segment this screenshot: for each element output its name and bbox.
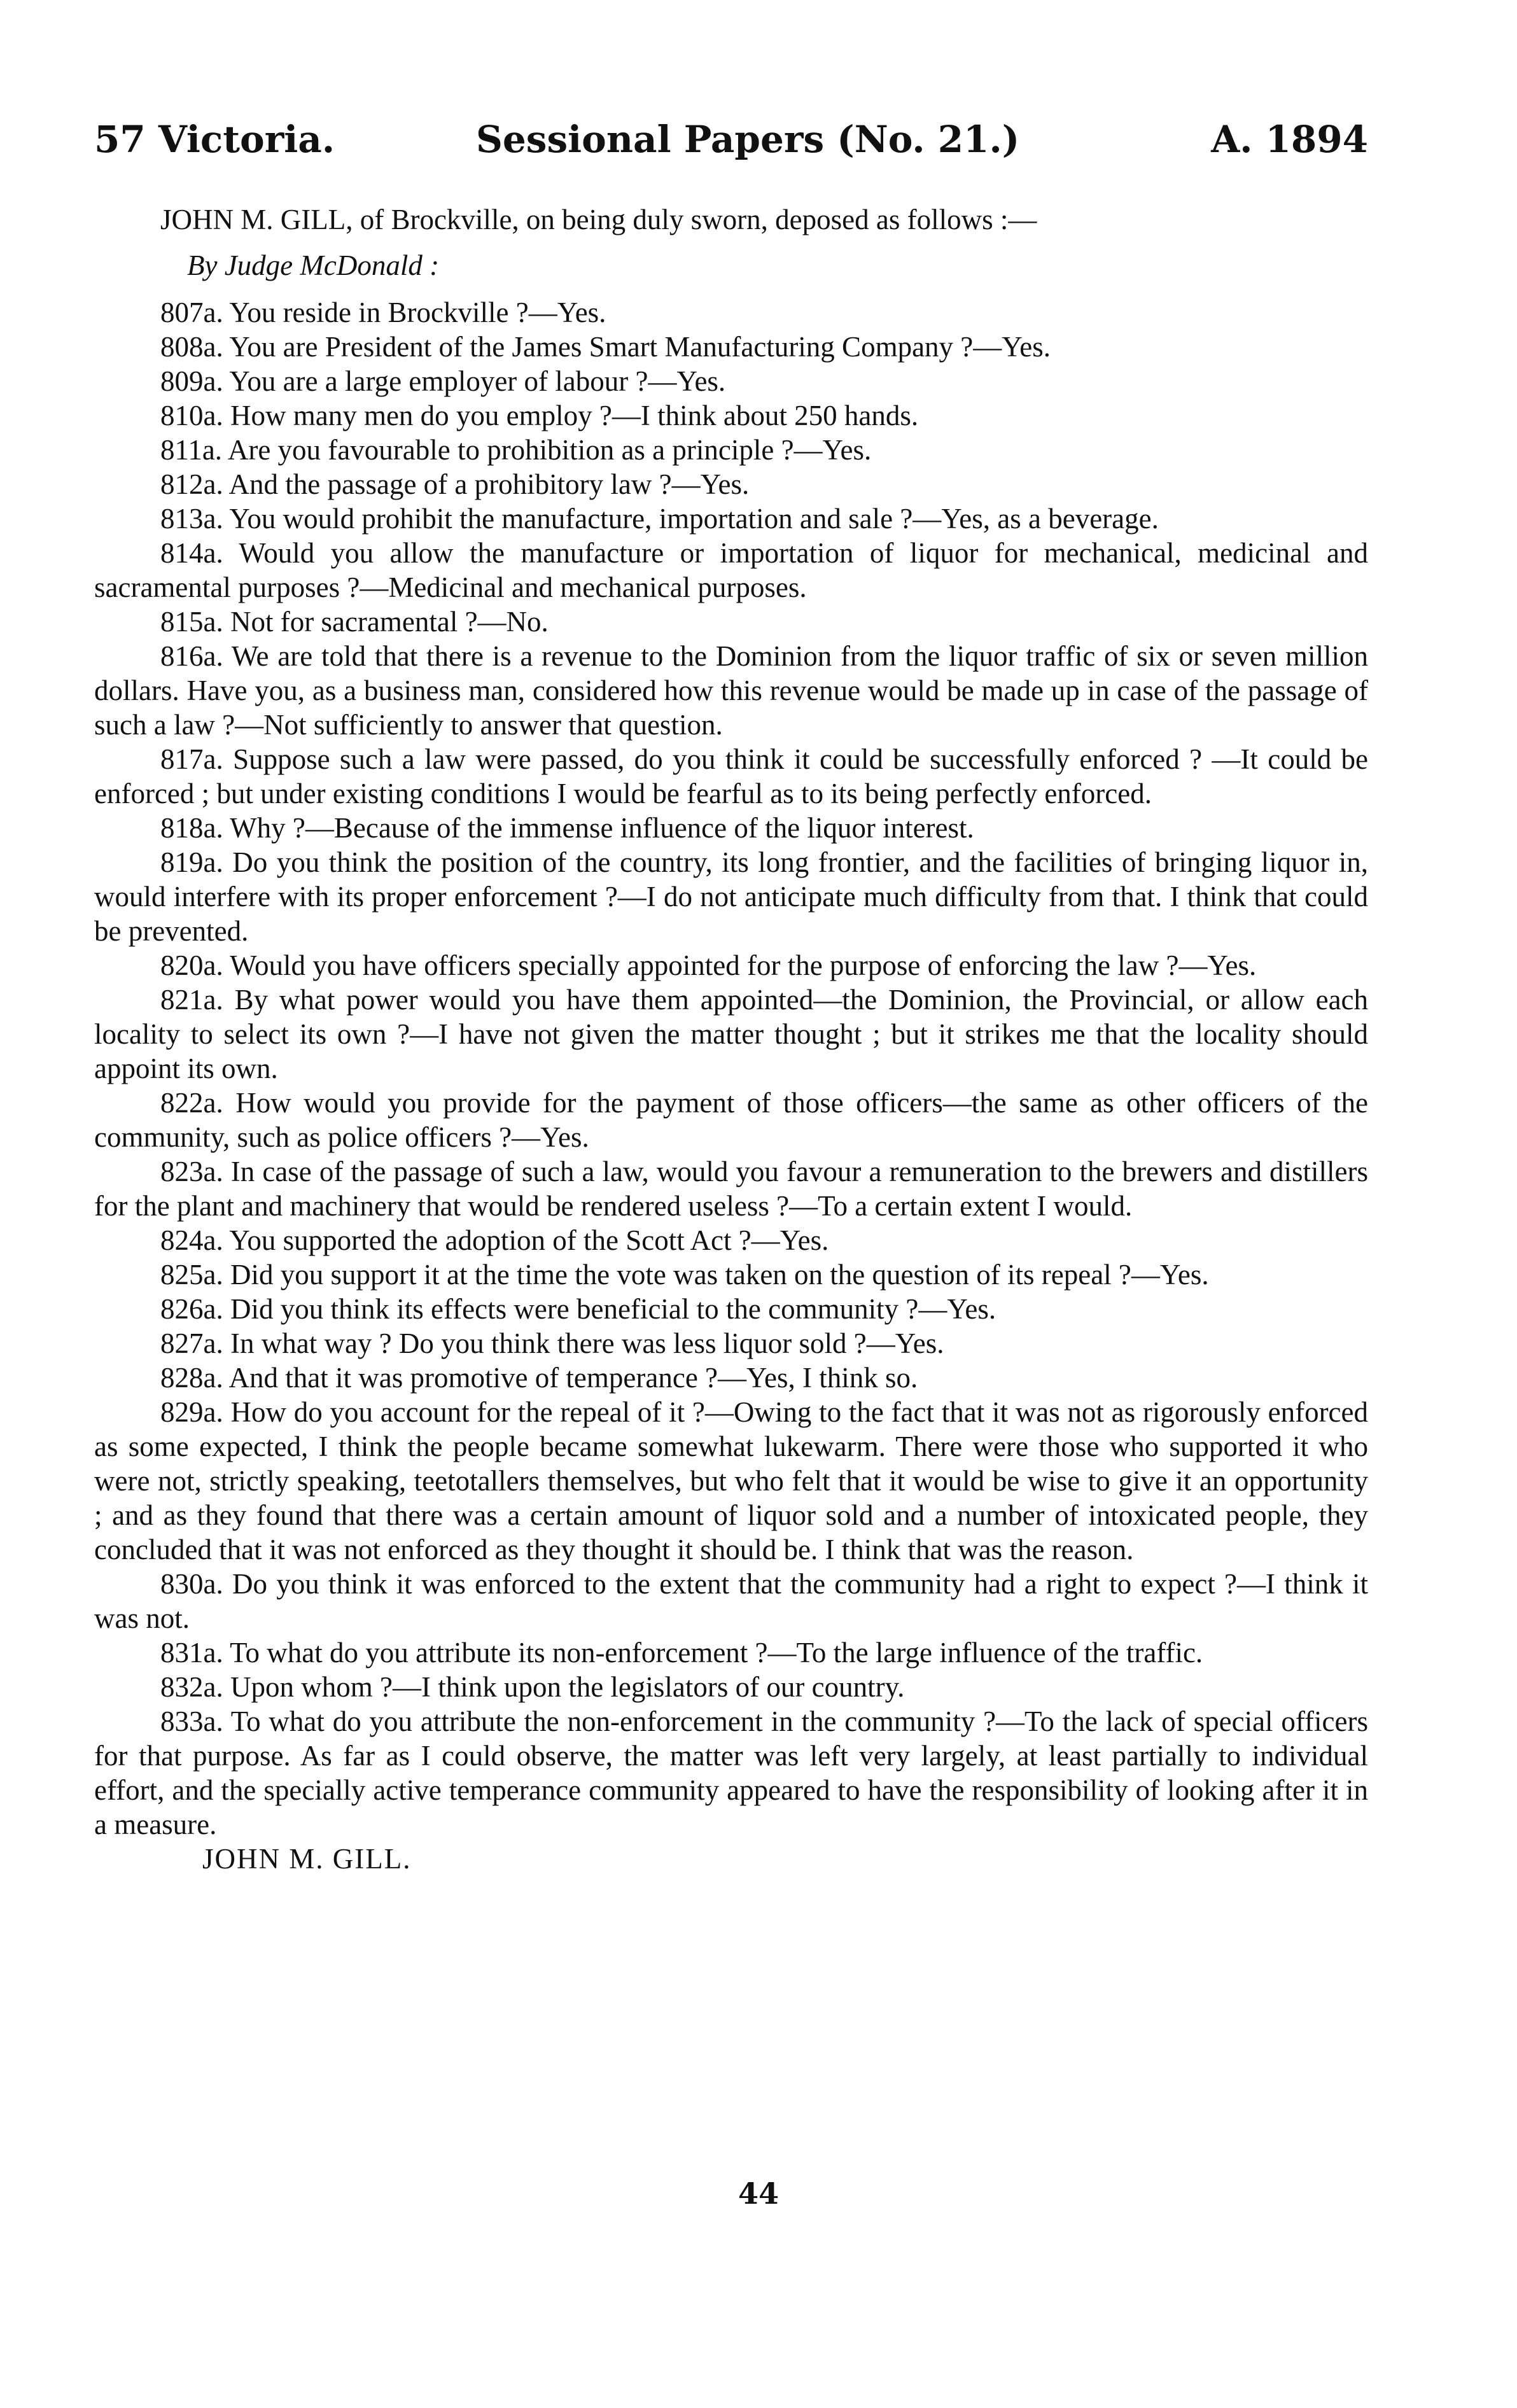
- question-paragraph: [94, 1257, 1368, 1292]
- question-text: We are told that there is a revenue to the Dominion from the liquor traffic of six or seven million dollars. Have you, as a business man, considered how this revenue would be made up in case of the passage of such a law ?—Not sufficiently to answer that question.: [94, 640, 1369, 741]
- header-year: A. 1894: [1211, 118, 1368, 161]
- question-paragraph: [94, 1704, 1368, 1842]
- question-paragraph: [94, 1361, 1368, 1395]
- question-paragraph: [94, 398, 1368, 433]
- question-number: 825a.: [160, 1259, 223, 1291]
- question-text: Did you think its effects were beneficial to the community ?—Yes.: [230, 1293, 996, 1325]
- page-header: [94, 118, 1368, 169]
- question-number: 829a.: [160, 1396, 223, 1428]
- question-text: How many men do you employ ?—I think about 250 hands.: [230, 400, 919, 431]
- question-text: Would you allow the manufacture or importation of liquor for mechanical, medicinal and sacramental purposes ?—Medicinal and mechanical purposes.: [94, 537, 1368, 603]
- question-number: 833a.: [160, 1705, 223, 1737]
- question-paragraph: [94, 1395, 1368, 1567]
- question-number: 811a.: [160, 434, 223, 466]
- question-paragraph: [94, 948, 1368, 983]
- question-paragraph: [94, 364, 1368, 398]
- question-text: How would you provide for the payment of those officers—the same as other officers of the community, such as police officers ?—Yes.: [94, 1087, 1368, 1153]
- question-number: 823a.: [160, 1156, 223, 1187]
- question-number: 813a.: [160, 503, 223, 535]
- page-number: 44: [738, 2176, 779, 2211]
- question-paragraph: [94, 983, 1368, 1086]
- question-text: In what way ? Do you think there was less liquor sold ?—Yes.: [230, 1327, 944, 1359]
- question-number: 827a.: [160, 1327, 223, 1359]
- question-number: 812a.: [160, 468, 223, 500]
- question-paragraph: [94, 742, 1368, 811]
- question-paragraph: [94, 536, 1368, 605]
- question-number: 828a.: [160, 1362, 223, 1394]
- question-text: Do you think it was enforced to the extent that the community had a right to expect ?—I think it was not.: [94, 1568, 1368, 1634]
- testimony-body: [94, 202, 1368, 1876]
- question-paragraph: [94, 605, 1368, 639]
- question-paragraph: [94, 1326, 1368, 1361]
- question-text: Do you think the position of the country, its long frontier, and the facilities of bringing liquor in, would interfere with its proper enforcement ?—I do not anticipate much difficulty from that. I think that could be prevented.: [94, 846, 1369, 947]
- question-number: 810a.: [160, 400, 223, 431]
- question-text: You reside in Brockville ?—Yes.: [229, 297, 606, 328]
- question-text: Suppose such a law were passed, do you think it could be successfully enforced ? —It could be enforced ; but under existing conditions I would be fearful as to its being perfectly enforced.: [94, 743, 1368, 809]
- question-number: 814a.: [160, 537, 223, 569]
- examiner-line: By Judge McDonald :: [187, 249, 440, 281]
- question-paragraph: [94, 295, 1368, 330]
- question-text: And that it was promotive of temperance ?—Yes, I think so.: [228, 1362, 918, 1394]
- question-number: 831a.: [160, 1637, 223, 1669]
- question-number: 830a.: [160, 1568, 223, 1600]
- question-text: You supported the adoption of the Scott Act ?—Yes.: [229, 1224, 829, 1256]
- question-paragraph: [94, 1635, 1368, 1670]
- question-text: How do you account for the repeal of it ?—Owing to the fact that it was not as rigorously enforced as some expected, I think the people became somewhat lukewarm. There were those who supported it who were not, strictly speaking, teetotallers themselves, but who felt that it would be wise to give it an opportunity ; and as they found that there was a certain amount of liquor sold and a number of intoxicated people, they concluded that it was not enforced as they thought it should be. I think that was the reason.: [94, 1396, 1369, 1565]
- witness-intro: JOHN M. GILL, of Brockville, on being duly sworn, deposed as follows :—: [160, 204, 1037, 235]
- question-paragraph: [94, 845, 1368, 948]
- question-number: 807a.: [160, 297, 223, 328]
- question-paragraph: [94, 1670, 1368, 1704]
- question-number: 824a.: [160, 1224, 223, 1256]
- question-text: To what do you attribute the non-enforcement in the community ?—To the lack of special officers for that purpose. As far as I could observe, the matter was left very largely, at least partially to individual effort, and the specially active temperance community appeared to have the responsibility of looking after it in a measure.: [94, 1705, 1368, 1840]
- question-paragraph: [94, 501, 1368, 536]
- question-number: 822a.: [160, 1087, 223, 1119]
- question-paragraph: [94, 1154, 1368, 1223]
- question-text: You are a large employer of labour ?—Yes.: [229, 365, 726, 397]
- question-paragraph: [94, 467, 1368, 501]
- question-text: Not for sacramental ?—No.: [230, 606, 549, 638]
- question-text: Are you favourable to prohibition as a principle ?—Yes.: [227, 434, 872, 466]
- question-text: Did you support it at the time the vote was taken on the question of its repeal ?—Yes.: [230, 1259, 1209, 1291]
- question-text: And the passage of a prohibitory law ?—Yes.: [228, 468, 750, 500]
- header-title: Sessional Papers (No. 21.): [476, 118, 1020, 161]
- witness-signature: JOHN M. GILL.: [202, 1843, 412, 1875]
- question-number: 815a.: [160, 606, 223, 638]
- question-number: 826a.: [160, 1293, 223, 1325]
- question-paragraph: [94, 1567, 1368, 1635]
- question-paragraph: [94, 811, 1368, 845]
- question-paragraph: [94, 1292, 1368, 1326]
- question-number: 816a.: [160, 640, 223, 672]
- question-number: 818a.: [160, 812, 223, 844]
- question-text: Why ?—Because of the immense influence of the liquor interest.: [230, 812, 974, 844]
- question-text: By what power would you have them appointed—the Dominion, the Provincial, or allow each locality to select its own ?—I have not given the matter thought ; but it strikes me that the locality should appoint its own.: [94, 984, 1369, 1084]
- question-paragraph: [94, 639, 1368, 742]
- question-paragraph: [94, 330, 1368, 364]
- question-text: You would prohibit the manufacture, importation and sale ?—Yes, as a beverage.: [229, 503, 1159, 535]
- question-number: 808a.: [160, 331, 223, 363]
- question-number: 821a.: [160, 984, 223, 1016]
- question-number: 819a.: [160, 846, 223, 878]
- question-number: 832a.: [160, 1671, 223, 1703]
- question-text: Would you have officers specially appointed for the purpose of enforcing the law ?—Yes.: [230, 949, 1257, 981]
- header-session: 57 Victoria.: [94, 118, 335, 161]
- question-paragraph: [94, 1223, 1368, 1257]
- question-text: To what do you attribute its non-enforcement ?—To the large influence of the traffic.: [230, 1637, 1203, 1669]
- question-number: 809a.: [160, 365, 223, 397]
- question-list: [94, 295, 1368, 1842]
- question-paragraph: [94, 1086, 1368, 1154]
- question-text: Upon whom ?—I think upon the legislators of our country.: [230, 1671, 905, 1703]
- question-text: In case of the passage of such a law, would you favour a remuneration to the brewers and distillers for the plant and machinery that would be rendered useless ?—To a certain extent I would.: [94, 1156, 1368, 1222]
- question-number: 820a.: [160, 949, 223, 981]
- question-number: 817a.: [160, 743, 223, 775]
- question-text: You are President of the James Smart Manufacturing Company ?—Yes.: [229, 331, 1051, 363]
- question-paragraph: [94, 433, 1368, 467]
